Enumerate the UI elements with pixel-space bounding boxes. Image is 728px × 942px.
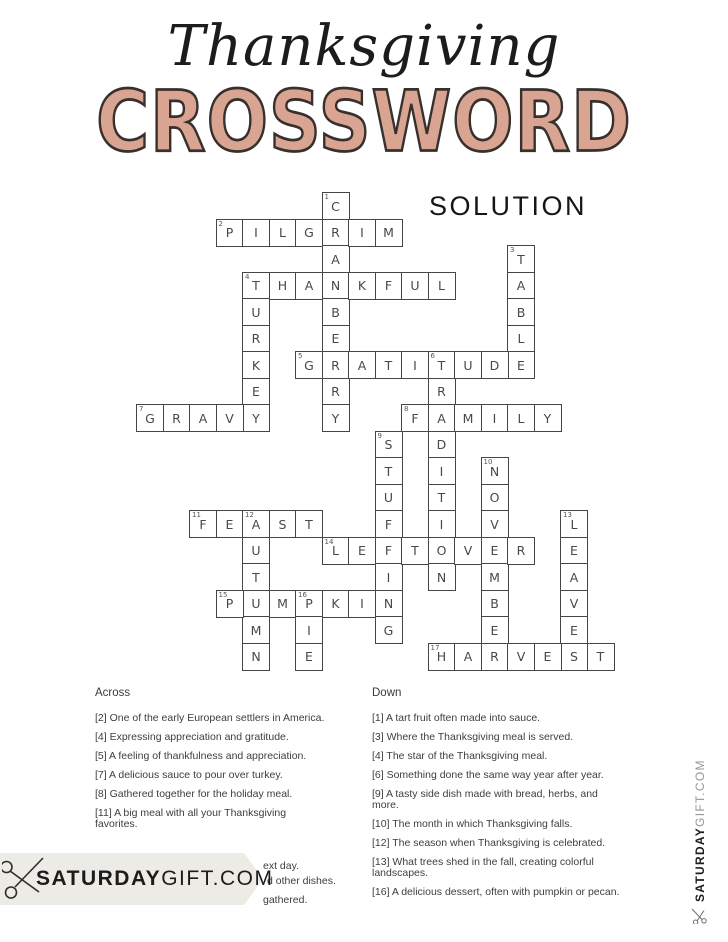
clue-item: [6] Something done the same way year after year.: [372, 769, 604, 781]
down-clues-column: [372, 688, 620, 906]
clue-item: [12] The season when Thanksgiving is celebrated.: [372, 837, 606, 849]
cell-number: 17: [430, 643, 440, 652]
clue-item: [1] A tart fruit often made into sauce.: [372, 712, 541, 724]
grid-cell: [242, 378, 270, 406]
cell-letter: E: [517, 357, 525, 373]
grid-cell: [242, 219, 270, 247]
cell-letter: M: [462, 410, 474, 426]
side-text-light: GIFT.COM: [692, 759, 707, 827]
cell-letter: T: [517, 251, 525, 267]
grid-cell: [507, 404, 535, 432]
grid-cell: [560, 590, 588, 618]
cell-letter: T: [437, 490, 446, 506]
cell-number: 9: [377, 431, 382, 440]
grid-cell: [242, 298, 270, 326]
grid-cell: [348, 219, 376, 247]
cell-letter: A: [331, 251, 340, 267]
cell-letter: H: [277, 278, 288, 294]
grid-cell: [481, 351, 509, 379]
grid-cell: [375, 510, 403, 538]
cell-letter: A: [357, 357, 367, 373]
cell-letter: E: [490, 543, 499, 559]
cell-number: 8: [404, 405, 409, 413]
cell-letter: E: [225, 516, 234, 532]
grid-cell: [401, 404, 429, 432]
grid-cell: [560, 616, 588, 644]
grid-cell: [507, 325, 535, 353]
cell-letter: D: [436, 437, 447, 453]
cell-letter: Y: [543, 410, 552, 426]
cell-letter: A: [463, 649, 473, 665]
grid-cell: [375, 537, 403, 565]
cell-letter: K: [251, 357, 261, 373]
grid-cell: [401, 537, 429, 565]
cell-letter: L: [279, 225, 286, 241]
solution-label: SOLUTION: [429, 191, 588, 221]
cell-letter: T: [437, 357, 446, 373]
cell-letter: O: [436, 543, 447, 559]
cell-letter: F: [384, 516, 393, 532]
cell-letter: U: [410, 278, 420, 294]
cell-letter: N: [251, 649, 261, 665]
cell-number: 7: [139, 405, 144, 413]
grid-cell: [428, 643, 456, 671]
cell-letter: R: [172, 410, 181, 426]
cell-letter: R: [437, 384, 446, 400]
grid-cell: [163, 404, 191, 432]
cell-letter: F: [384, 543, 393, 559]
grid-cell: [481, 457, 509, 485]
cell-letter: I: [360, 225, 364, 241]
cell-letter: I: [360, 596, 364, 612]
grid-cell: [507, 643, 535, 671]
grid-cell: [428, 537, 456, 565]
cell-letter: U: [251, 304, 261, 320]
grid-cell: [295, 616, 323, 644]
grid-cell: [216, 404, 244, 432]
grid-cell: [322, 192, 350, 220]
cell-letter: Y: [331, 410, 340, 426]
cell-letter: N: [330, 278, 341, 294]
grid-cell: [481, 484, 509, 512]
cell-letter: H: [436, 649, 447, 665]
clue-item: [2] One of the early European settlers in America.: [95, 712, 325, 724]
cell-letter: T: [411, 543, 419, 559]
clue-item: [9] A tasty side dish made with bread, herbs, and more.: [372, 788, 598, 811]
cell-letter: R: [331, 225, 340, 241]
cell-letter: A: [251, 516, 261, 532]
grid-cell: [322, 537, 350, 565]
grid-cell: [481, 643, 509, 671]
grid-cell: [560, 537, 588, 565]
cell-letter: E: [490, 622, 499, 638]
cell-letter: T: [252, 278, 260, 294]
cell-letter: G: [304, 357, 314, 373]
grid-cell: [348, 351, 376, 379]
cell-number: 15: [218, 590, 228, 599]
grid-cell: [375, 616, 403, 644]
banner-text: [36, 853, 274, 905]
grid-cell: [242, 643, 270, 671]
cell-letter: A: [569, 569, 579, 585]
grid-cell: [507, 537, 535, 565]
crossword-grid: [136, 192, 614, 670]
grid-cell: [136, 404, 164, 432]
grid-cell: [401, 272, 429, 300]
grid-cell: [375, 219, 403, 247]
grid-cell: [401, 351, 429, 379]
grid-cell: [242, 510, 270, 538]
side-text-bold: SATURDAY: [692, 826, 707, 902]
cell-letter: L: [332, 543, 339, 559]
down-header: Down: [372, 687, 402, 699]
grid-cell: [242, 272, 270, 300]
grid-cell: [295, 643, 323, 671]
grid-cell: [269, 272, 297, 300]
grid-cell: [295, 510, 323, 538]
cell-number: 11: [192, 511, 201, 519]
cell-letter: I: [413, 357, 417, 373]
grid-cell: [295, 590, 323, 618]
cell-letter: F: [384, 278, 393, 294]
grid-cell: [534, 404, 562, 432]
grid-cell: [428, 457, 456, 485]
cell-letter: K: [357, 278, 367, 294]
grid-cell: [322, 272, 350, 300]
cell-letter: M: [383, 225, 394, 241]
grid-cell: [348, 272, 376, 300]
cell-letter: U: [463, 357, 473, 373]
cell-letter: E: [252, 384, 260, 400]
cell-letter: U: [251, 596, 261, 612]
grid-cell: [454, 404, 482, 432]
grid-cell: [507, 272, 535, 300]
saturdaygift-side-watermark: [691, 759, 708, 924]
grid-cell: [375, 351, 403, 379]
cell-number: 10: [483, 458, 493, 466]
grid-cell: [560, 563, 588, 591]
cell-letter: G: [145, 410, 155, 426]
clue-item: [11] A big meal with all your Thanksgiving favorites.: [95, 807, 287, 830]
cell-letter: I: [307, 622, 311, 638]
cell-letter: E: [305, 649, 313, 665]
grid-cell: [216, 590, 244, 618]
cell-letter: V: [463, 543, 473, 559]
cell-letter: T: [384, 357, 393, 373]
grid-cell: [375, 563, 403, 591]
cell-number: 14: [324, 537, 334, 546]
cell-letter: T: [305, 516, 313, 532]
grid-cell: [295, 351, 323, 379]
grid-cell: [348, 537, 376, 565]
grid-cell: [269, 219, 297, 247]
cell-letter: F: [199, 516, 207, 532]
cell-letter: P: [225, 225, 234, 241]
cell-letter: E: [570, 622, 578, 638]
across-clues-column: [95, 688, 327, 838]
cell-letter: T: [384, 463, 393, 479]
cell-letter: R: [331, 384, 340, 400]
grid-cell: [322, 325, 350, 353]
cell-letter: S: [278, 516, 287, 532]
cell-letter: L: [517, 331, 525, 347]
grid-cell: [428, 378, 456, 406]
clue-item: [8] Gathered together for the holiday meal.: [95, 788, 293, 800]
cell-number: 4: [245, 272, 250, 281]
cell-letter: I: [439, 463, 444, 479]
cell-letter: P: [225, 596, 234, 612]
cell-letter: R: [490, 649, 499, 665]
across-header: Across: [95, 687, 131, 699]
cell-letter: V: [569, 596, 579, 612]
banner-text-light: GIFT.COM: [161, 867, 274, 890]
cell-number: 5: [298, 352, 303, 360]
grid-cell: [242, 404, 270, 432]
scissors-icon: [691, 908, 708, 924]
grid-cell: [481, 590, 509, 618]
grid-cell: [269, 510, 297, 538]
clue-fragment: ext day.: [263, 860, 299, 872]
grid-cell: [507, 298, 535, 326]
clue-item: [5] A feeling of thankfulness and appreciation.: [95, 750, 307, 762]
clue-item: [7] A delicious sauce to pour over turkey.: [95, 769, 283, 781]
page-title-script: Thanksgiving: [167, 14, 561, 79]
grid-cell: [481, 404, 509, 432]
clue-fragment: gathered.: [263, 894, 308, 906]
grid-cell: [481, 616, 509, 644]
grid-cell: [242, 537, 270, 565]
cell-letter: I: [492, 410, 497, 426]
cell-letter: N: [383, 596, 394, 612]
page-title-main: CROSSWORD: [96, 72, 632, 171]
cell-letter: G: [304, 225, 314, 241]
grid-cell: [481, 510, 509, 538]
grid-cell: [189, 404, 217, 432]
grid-cell: [481, 563, 509, 591]
grid-cell: [322, 219, 350, 247]
across-clue-list: [95, 713, 327, 830]
clue-item: [4] The star of the Thanksgiving meal.: [372, 750, 548, 762]
cell-letter: I: [386, 569, 391, 585]
grid-cell: [322, 404, 350, 432]
cell-letter: Y: [252, 410, 260, 426]
grid-cell: [507, 245, 535, 273]
cell-letter: V: [516, 649, 526, 665]
cell-letter: B: [516, 304, 526, 320]
grid-cell: [269, 590, 297, 618]
cell-letter: C: [331, 198, 340, 214]
cell-letter: T: [252, 569, 260, 585]
grid-cell: [348, 590, 376, 618]
cell-letter: V: [225, 410, 234, 426]
grid-cell: [454, 351, 482, 379]
grid-cell: [454, 643, 482, 671]
cell-number: 16: [298, 590, 307, 599]
grid-cell: [481, 537, 509, 565]
cell-letter: F: [411, 410, 419, 426]
grid-cell: [242, 563, 270, 591]
cell-letter: T: [596, 649, 605, 665]
cell-letter: R: [251, 331, 261, 347]
grid-cell: [375, 590, 403, 618]
cell-number: 3: [510, 246, 515, 254]
cell-letter: M: [489, 569, 500, 585]
cell-letter: E: [331, 331, 340, 347]
grid-cell: [428, 563, 456, 591]
cell-number: 2: [218, 219, 223, 228]
cell-number: 12: [245, 511, 254, 519]
grid-cell: [242, 590, 270, 618]
cell-letter: O: [489, 490, 500, 506]
clue-fragment: d other dishes.: [267, 875, 336, 887]
cell-number: 6: [430, 352, 435, 360]
cell-letter: P: [305, 596, 313, 612]
cell-letter: L: [517, 410, 525, 426]
grid-cell: [560, 643, 588, 671]
clue-item: [13] What trees shed in the fall, creating colorful landscapes.: [372, 856, 594, 879]
grid-cell: [428, 510, 456, 538]
grid-cell: [428, 484, 456, 512]
clue-item: [16] A delicious dessert, often with pumpkin or pecan.: [372, 886, 620, 898]
cell-letter: R: [331, 357, 340, 373]
cell-letter: S: [570, 649, 578, 665]
grid-cell: [322, 590, 350, 618]
cell-letter: A: [516, 278, 526, 294]
grid-cell: [587, 643, 615, 671]
cell-letter: B: [490, 596, 499, 612]
clue-item: [3] Where the Thanksgiving meal is served.: [372, 731, 574, 743]
cell-letter: G: [383, 622, 394, 638]
cell-letter: I: [439, 516, 444, 532]
grid-cell: [428, 272, 456, 300]
cell-letter: M: [277, 596, 288, 612]
down-clue-list: [372, 713, 620, 898]
clue-item: [10] The month in which Thanksgiving falls.: [372, 818, 573, 830]
grid-cell: [428, 431, 456, 459]
cell-letter: I: [254, 225, 258, 241]
grid-cell: [375, 431, 403, 459]
grid-cell: [189, 510, 217, 538]
saturdaygift-banner-watermark: [0, 853, 274, 905]
grid-cell: [375, 457, 403, 485]
grid-cell: [454, 537, 482, 565]
grid-cell: [322, 298, 350, 326]
grid-cell: [216, 510, 244, 538]
grid-cell: [242, 616, 270, 644]
grid-cell: [560, 510, 588, 538]
cell-letter: B: [331, 304, 340, 320]
cell-letter: A: [304, 278, 314, 294]
grid-cell: [295, 272, 323, 300]
cell-letter: E: [570, 543, 578, 559]
cell-letter: L: [438, 278, 445, 294]
grid-cell: [242, 325, 270, 353]
grid-cell: [322, 245, 350, 273]
cell-letter: A: [437, 410, 446, 426]
cell-number: 1: [324, 193, 329, 201]
cell-letter: L: [570, 516, 578, 532]
banner-text-bold: SATURDAY: [36, 867, 162, 890]
grid-cell: [428, 404, 456, 432]
cell-letter: M: [250, 622, 262, 638]
grid-cell: [375, 272, 403, 300]
cell-number: 13: [563, 511, 572, 519]
grid-cell: [295, 219, 323, 247]
cell-letter: K: [331, 596, 340, 612]
cell-letter: U: [383, 490, 394, 506]
grid-cell: [322, 378, 350, 406]
grid-cell: [507, 351, 535, 379]
cell-letter: N: [489, 463, 500, 479]
grid-cell: [428, 351, 456, 379]
cell-letter: D: [489, 357, 500, 373]
cell-letter: A: [198, 410, 208, 426]
cell-letter: E: [358, 543, 366, 559]
cell-letter: R: [516, 543, 526, 559]
grid-cell: [322, 351, 350, 379]
grid-cell: [375, 484, 403, 512]
cell-letter: S: [384, 437, 393, 453]
grid-cell: [534, 643, 562, 671]
cell-letter: V: [490, 516, 499, 532]
cell-letter: N: [436, 569, 447, 585]
cell-letter: E: [543, 649, 552, 665]
cell-letter: U: [251, 543, 261, 559]
grid-cell: [216, 219, 244, 247]
clue-item: [4] Expressing appreciation and gratitude.: [95, 731, 289, 743]
grid-cell: [242, 351, 270, 379]
